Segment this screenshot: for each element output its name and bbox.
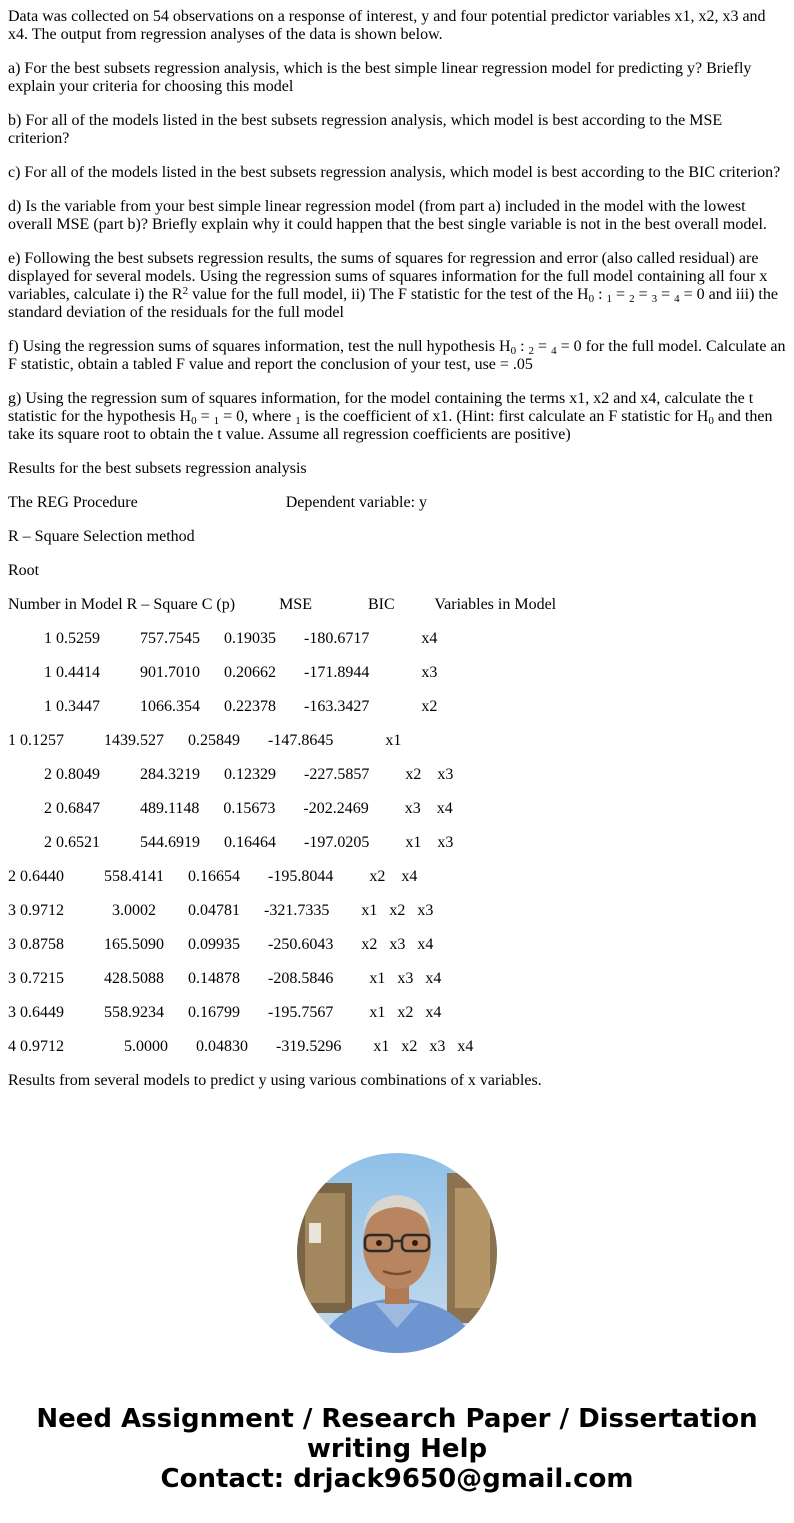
method-line: R – Square Selection method — [8, 528, 195, 545]
table-row: 3 0.9712 3.0002 0.04781 -321.7335 x1 x2 x3 — [8, 902, 434, 919]
footer-contact: Contact: drjack9650@gmail.com — [160, 1464, 634, 1494]
footer-line-1: Need Assignment / Research Paper / Dissertation — [36, 1404, 758, 1434]
person-photo-icon — [297, 1153, 497, 1353]
table-row: 3 0.8758 165.5090 0.09935 -250.6043 x2 x3 x4 — [8, 936, 434, 953]
table-row: 2 0.6521 544.6919 0.16464 -197.0205 x1 x3 — [8, 834, 454, 851]
root-line: Root — [8, 562, 40, 579]
table-row: 4 0.9712 5.0000 0.04830 -319.5296 x1 x2 x3 x4 — [8, 1038, 474, 1055]
proc-line: The REG Procedure Dependent variable: y — [8, 494, 428, 511]
question-f: f) Using the regression sums of squares information, test the null hypothesis $H_0$ : $_2$ = $_4$ = 0 for the full model. Calculate an F statistic, obtain a tabled F value and report the conclusion of your test, use = .05 — [8, 338, 786, 373]
table-row: 1 0.3447 1066.354 0.22378 -163.3427 x2 — [8, 698, 438, 715]
question-e: e) Following the best subsets regression results, the sums of squares for regression and error (also called residual) are displayed for several models. Using the regression sums of squares information for the full model containing all four x variables, calculate i) the $R^2$ value for the full model, ii) The F statistic for the test of the $H_0$ : $_1$ = $_2$ = $_3$ = $_4$ = 0 and iii) the standard deviation of the residuals for the full model — [8, 250, 778, 321]
intro-paragraph: Data was collected on 54 observations on a response of interest, y and four potential predictor variables x1, x2, x3 and x4. The output from regression analyses of the data is shown below. — [8, 8, 766, 43]
table-row: 1 0.1257 1439.527 0.25849 -147.8645 x1 — [8, 732, 402, 749]
avatar — [297, 1153, 497, 1353]
table-row: 2 0.8049 284.3219 0.12329 -227.5857 x2 x3 — [8, 766, 454, 783]
question-b: b) For all of the models listed in the best subsets regression analysis, which model is best according to the MSE criterion? — [8, 112, 723, 147]
table-row: 3 0.6449 558.9234 0.16799 -195.7567 x1 x2 x4 — [8, 1004, 442, 1021]
closing-text: Results from several models to predict y using various combinations of x variables. — [8, 1072, 542, 1089]
table-row: 1 0.5259 757.7545 0.19035 -180.6717 x4 — [8, 630, 438, 647]
table-row: 1 0.4414 901.7010 0.20662 -171.8944 x3 — [8, 664, 438, 681]
question-g: g) Using the regression sum of squares information, for the model containing the terms x1, x2 and x4, calculate the t statistic for the hypothesis $H_0 = _1 = 0$, where $_1$ is the coefficient of x1. (Hint: first calculate an F statistic for $H_0$ and then take its square root to obtain the t value. Assume all regression coefficients are positive) — [8, 390, 773, 443]
footer-line-2: writing Help — [306, 1434, 488, 1464]
table-row: 3 0.7215 428.5088 0.14878 -208.5846 x1 x3 x4 — [8, 970, 442, 987]
results-heading: Results for the best subsets regression analysis — [8, 460, 307, 477]
question-c: c) For all of the models listed in the best subsets regression analysis, which model is best according to the BIC criterion? — [8, 164, 781, 181]
question-d: d) Is the variable from your best simple linear regression model (from part a) included in the model with the lowest overall MSE (part b)? Briefly explain why it could happen that the best single variable is not in the best overall model. — [8, 198, 767, 233]
table-header: Number in Model R – Square C (p) MSE BIC Variables in Model — [8, 596, 557, 613]
table-row: 2 0.6440 558.4141 0.16654 -195.8044 x2 x4 — [8, 868, 418, 885]
footer-banner — [0, 1404, 794, 1494]
question-a: a) For the best subsets regression analysis, which is the best simple linear regression model for predicting y? Briefly explain your criteria for choosing this model — [8, 60, 752, 95]
results-table — [8, 630, 786, 1056]
table-row: 2 0.6847 489.1148 0.15673 -202.2469 x3 x4 — [8, 800, 453, 817]
